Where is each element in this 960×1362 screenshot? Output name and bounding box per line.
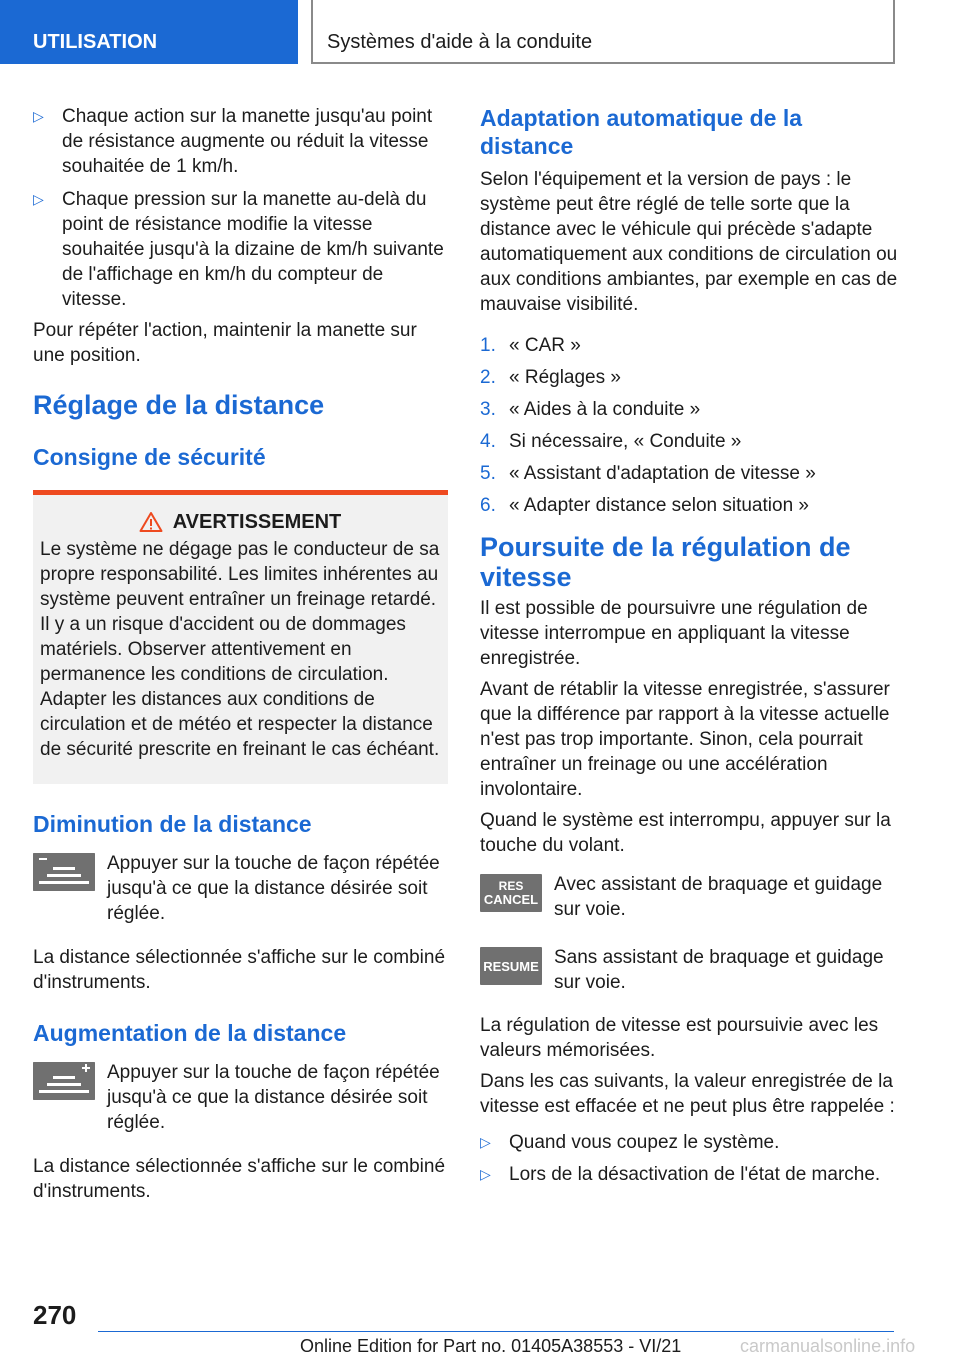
res-cancel-block: RES CANCEL Avec assistant de braquage et guidage sur voie.: [480, 872, 900, 922]
increase-display-paragraph: La distance sélectionnée s'affiche sur le combiné d'instruments.: [33, 1156, 446, 1202]
triangle-bullet-icon: ▷: [480, 1166, 491, 1182]
left-column: [33, 100, 448, 1204]
resume-paragraph-3: Quand le système est interrompu, appuyer sur la touche du volant.: [480, 810, 891, 856]
triangle-bullet-icon: ▷: [33, 108, 44, 124]
warning-box: [33, 490, 448, 784]
warning-text: Le système ne dégage pas le conducteur de sa propre responsabilité. Les limites inhérentes au système peuvent entraîner un freinage retardé. Il y a un risque d'accident ou de dommages matériels. Observer attentivement en permanence les conditions de circulation. Adapter les distances aux conditions de circulation et de météo et respecter la distance de sécurité prescrite en freinant le cas échéant.: [40, 539, 440, 760]
heading-auto-distance: Adaptation automatique de la distance: [480, 105, 803, 159]
page-number: 270: [33, 1300, 77, 1330]
chapter-title: Systèmes d'aide à la conduite: [311, 0, 895, 64]
right-column: [480, 100, 900, 1187]
heading-distance: Réglage de la distance: [33, 390, 325, 420]
bullet-item: ▷ Chaque action sur la manette jusqu'au point de résistance augmente ou réduit la vitesse souhaitée de 1 km/h.: [33, 106, 433, 177]
resume-button-icon: RESUME: [480, 947, 542, 985]
heading-safety: Consigne de sécurité: [33, 444, 266, 470]
list-item: 3. « Aides à la conduite »: [480, 399, 701, 420]
bullet-item: ▷ Chaque pression sur la manette au-delà du point de résistance modifie la vitesse souhaitée jusqu'à la dizaine de km/h suivante de l'affichage en km/h du compteur de vitesse.: [33, 189, 444, 310]
resume-paragraph-1: Il est possible de poursuivre une régulation de vitesse interrompue en appliquant la vitesse enregistrée.: [480, 598, 868, 669]
list-item: 5. « Assistant d'adaptation de vitesse »: [480, 463, 816, 484]
footer-edition: Online Edition for Part no. 01405A38553 - VI/21: [300, 1336, 682, 1356]
resume-paragraph-2: Avant de rétablir la vitesse enregistrée, s'assurer que la différence par rapport à la vitesse actuelle n'est pas trop importante. Sinon, cela pourrait entraîner un freinage ou une accélération involontaire.: [480, 679, 890, 800]
heading-resume: Poursuite de la régulation de vitesse: [480, 532, 851, 592]
bullet-item: ▷ Quand vous coupez le système.: [480, 1132, 780, 1153]
repeat-paragraph: Pour répéter l'action, maintenir la manette sur une position.: [33, 320, 417, 366]
resume-paragraph-4: La régulation de vitesse est poursuivie avec les valeurs mémorisées.: [480, 1015, 879, 1061]
list-item: 4. Si nécessaire, « Conduite »: [480, 431, 742, 452]
res-cancel-button-icon: RES CANCEL: [480, 874, 542, 912]
heading-increase: Augmentation de la distance: [33, 1020, 347, 1046]
list-item: 6. « Adapter distance selon situation »: [480, 495, 809, 516]
warning-title: AVERTISSEMENT: [40, 509, 440, 535]
list-item: 1. « CAR »: [480, 335, 581, 356]
triangle-bullet-icon: ▷: [33, 191, 44, 207]
list-item: 2. « Réglages »: [480, 367, 621, 388]
resume-paragraph-5: Dans les cas suivants, la valeur enregistrée de la vitesse est effacée et ne peut plus être rappelée :: [480, 1071, 895, 1117]
heading-decrease: Diminution de la distance: [33, 811, 312, 837]
warning-triangle-icon: [139, 511, 163, 533]
decrease-display-paragraph: La distance sélectionnée s'affiche sur le combiné d'instruments.: [33, 947, 446, 993]
increase-block: Appuyer sur la touche de façon répétée jusqu'à ce que la distance désirée soit réglée.: [33, 1060, 448, 1135]
triangle-bullet-icon: ▷: [480, 1134, 491, 1150]
auto-distance-paragraph: Selon l'équipement et la version de pays : le système peut être réglé de telle sorte que la distance avec le véhicule qui précède s'adapte automatiquement aux conditions de circulation ou aux conditions ambiantes, par exemple en cas de mauvaise visibilité.: [480, 169, 898, 315]
footer-rule: [98, 1331, 894, 1332]
resume-block: RESUME Sans assistant de braquage et guidage sur voie.: [480, 945, 900, 995]
watermark: carmanualsonline.info: [740, 1336, 916, 1356]
decrease-distance-button-icon: [33, 853, 95, 891]
steps-list: [480, 333, 900, 518]
increase-distance-button-icon: [33, 1062, 95, 1100]
decrease-block: Appuyer sur la touche de façon répétée jusqu'à ce que la distance désirée soit réglée.: [33, 851, 448, 926]
section-tab: UTILISATION: [0, 0, 298, 64]
bullet-item: ▷ Lors de la désactivation de l'état de marche.: [480, 1164, 881, 1185]
